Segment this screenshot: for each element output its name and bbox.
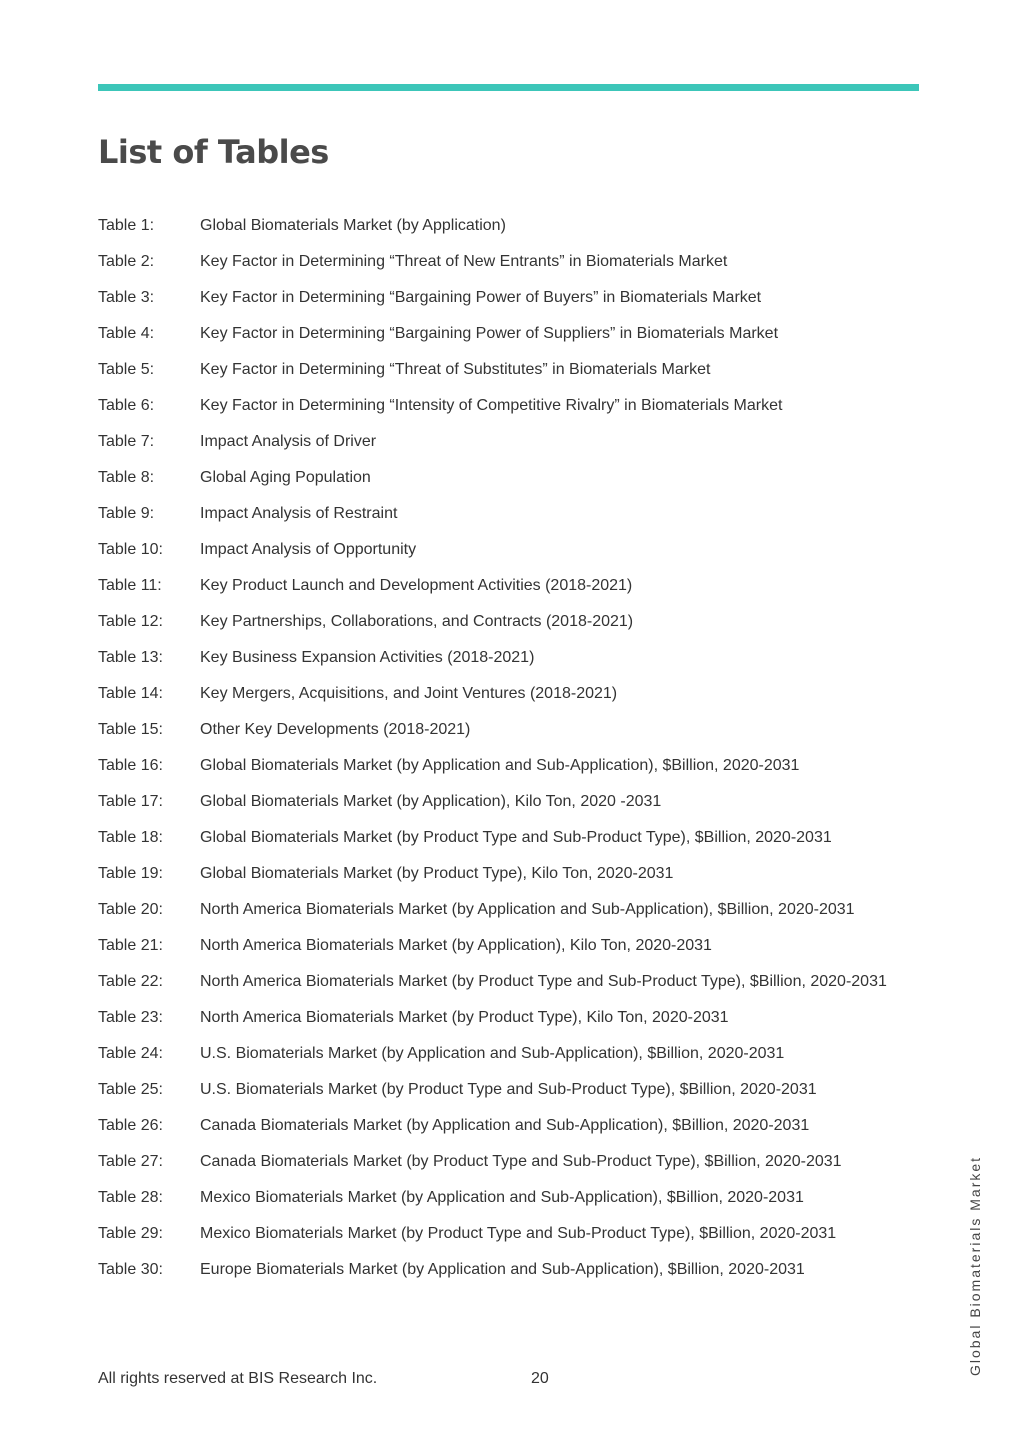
- list-item[interactable]: [98, 714, 918, 745]
- table-title: Canada Biomaterials Market (by Product Type and Sub-Product Type), $Billion, 2020-2031: [200, 1153, 842, 1170]
- list-item[interactable]: [98, 786, 918, 817]
- list-item[interactable]: [98, 354, 918, 385]
- table-number: Table 11:: [98, 577, 162, 594]
- list-item[interactable]: [98, 534, 918, 565]
- table-title: Global Biomaterials Market (by Application), Kilo Ton, 2020 -2031: [200, 793, 662, 810]
- list-item[interactable]: [98, 750, 918, 781]
- table-number: Table 1:: [98, 217, 155, 234]
- table-number: Table 15:: [98, 721, 163, 738]
- table-title: Key Factor in Determining “Threat of New Entrants” in Biomaterials Market: [200, 253, 728, 270]
- table-number: Table 21:: [98, 937, 163, 954]
- footer-copyright: All rights reserved at BIS Research Inc.: [98, 1370, 378, 1387]
- table-title: Impact Analysis of Restraint: [200, 505, 398, 522]
- table-title: North America Biomaterials Market (by Application and Sub-Application), $Billion, 2020-2031: [200, 901, 855, 918]
- table-number: Table 13:: [98, 649, 163, 666]
- table-title: Mexico Biomaterials Market (by Application and Sub-Application), $Billion, 2020-2031: [200, 1189, 804, 1206]
- table-title: U.S. Biomaterials Market (by Application and Sub-Application), $Billion, 2020-2031: [200, 1045, 785, 1062]
- table-number: Table 25:: [98, 1081, 163, 1098]
- table-title: Global Biomaterials Market (by Product Type), Kilo Ton, 2020-2031: [200, 865, 674, 882]
- table-title: Global Aging Population: [200, 469, 371, 486]
- list-item[interactable]: [98, 498, 918, 529]
- table-number: Table 30:: [98, 1261, 163, 1278]
- table-title: Key Factor in Determining “Threat of Substitutes” in Biomaterials Market: [200, 361, 711, 378]
- table-title: Other Key Developments (2018-2021): [200, 721, 471, 738]
- list-item[interactable]: [98, 1254, 918, 1285]
- table-title: Key Partnerships, Collaborations, and Contracts (2018-2021): [200, 613, 634, 630]
- table-number: Table 18:: [98, 829, 163, 846]
- table-title: Canada Biomaterials Market (by Application and Sub-Application), $Billion, 2020-2031: [200, 1117, 810, 1134]
- list-item[interactable]: [98, 246, 918, 277]
- table-number: Table 24:: [98, 1045, 163, 1062]
- table-title: North America Biomaterials Market (by Application), Kilo Ton, 2020-2031: [200, 937, 712, 954]
- table-title: Mexico Biomaterials Market (by Product Type and Sub-Product Type), $Billion, 2020-2031: [200, 1225, 837, 1242]
- list-item[interactable]: [98, 318, 918, 349]
- table-number: Table 8:: [98, 469, 155, 486]
- table-number: Table 28:: [98, 1189, 163, 1206]
- table-number: Table 19:: [98, 865, 163, 882]
- table-number: Table 9:: [98, 505, 155, 522]
- list-item[interactable]: [98, 1182, 918, 1213]
- table-list: [98, 210, 918, 1290]
- list-item[interactable]: [98, 390, 918, 421]
- table-title: Key Factor in Determining “Intensity of Competitive Rivalry” in Biomaterials Market: [200, 397, 783, 414]
- table-number: Table 29:: [98, 1225, 163, 1242]
- table-number: Table 7:: [98, 433, 155, 450]
- table-title: Key Product Launch and Development Activities (2018-2021): [200, 577, 633, 594]
- table-title: Key Business Expansion Activities (2018-2021): [200, 649, 535, 666]
- table-number: Table 16:: [98, 757, 163, 774]
- list-item[interactable]: [98, 282, 918, 313]
- table-number: Table 10:: [98, 541, 163, 558]
- list-item[interactable]: [98, 966, 918, 997]
- table-title: Impact Analysis of Driver: [200, 433, 377, 450]
- list-item[interactable]: [98, 210, 918, 241]
- table-title: Global Biomaterials Market (by Product Type and Sub-Product Type), $Billion, 2020-2031: [200, 829, 832, 846]
- table-title: Key Mergers, Acquisitions, and Joint Ventures (2018-2021): [200, 685, 618, 702]
- list-item[interactable]: [98, 1074, 918, 1105]
- table-number: Table 2:: [98, 253, 155, 270]
- list-item[interactable]: [98, 894, 918, 925]
- table-number: Table 23:: [98, 1009, 163, 1026]
- table-title: Impact Analysis of Opportunity: [200, 541, 417, 558]
- list-item[interactable]: [98, 570, 918, 601]
- table-number: Table 27:: [98, 1153, 163, 1170]
- table-title: Key Factor in Determining “Bargaining Power of Suppliers” in Biomaterials Market: [200, 325, 779, 342]
- table-number: Table 17:: [98, 793, 163, 810]
- table-number: Table 5:: [98, 361, 155, 378]
- table-number: Table 12:: [98, 613, 163, 630]
- list-item[interactable]: [98, 642, 918, 673]
- list-item[interactable]: [98, 930, 918, 961]
- list-item[interactable]: [98, 1218, 918, 1249]
- list-item[interactable]: [98, 858, 918, 889]
- side-running-title: Global Biomaterials Market: [967, 1155, 983, 1377]
- table-number: Table 4:: [98, 325, 155, 342]
- list-item[interactable]: [98, 1110, 918, 1141]
- table-title: Global Biomaterials Market (by Application): [200, 217, 506, 234]
- list-item[interactable]: [98, 822, 918, 853]
- table-title: North America Biomaterials Market (by Product Type and Sub-Product Type), $Billion, 2020-2031: [200, 973, 887, 990]
- table-number: Table 26:: [98, 1117, 163, 1134]
- list-item[interactable]: [98, 678, 918, 709]
- list-item[interactable]: [98, 1146, 918, 1177]
- table-title: U.S. Biomaterials Market (by Product Type and Sub-Product Type), $Billion, 2020-2031: [200, 1081, 817, 1098]
- table-number: Table 3:: [98, 289, 155, 306]
- page-title: List of Tables: [98, 133, 329, 171]
- list-item[interactable]: [98, 462, 918, 493]
- top-accent-rule: [98, 84, 919, 91]
- table-title: Europe Biomaterials Market (by Application and Sub-Application), $Billion, 2020-2031: [200, 1261, 805, 1278]
- table-number: Table 14:: [98, 685, 163, 702]
- table-title: North America Biomaterials Market (by Product Type), Kilo Ton, 2020-2031: [200, 1009, 729, 1026]
- table-number: Table 20:: [98, 901, 163, 918]
- table-title: Global Biomaterials Market (by Application and Sub-Application), $Billion, 2020-2031: [200, 757, 800, 774]
- list-item[interactable]: [98, 1038, 918, 1069]
- table-title: Key Factor in Determining “Bargaining Power of Buyers” in Biomaterials Market: [200, 289, 762, 306]
- list-item[interactable]: [98, 1002, 918, 1033]
- list-item[interactable]: [98, 426, 918, 457]
- list-item[interactable]: [98, 606, 918, 637]
- table-number: Table 6:: [98, 397, 155, 414]
- table-number: Table 22:: [98, 973, 163, 990]
- page-number: 20: [531, 1370, 549, 1387]
